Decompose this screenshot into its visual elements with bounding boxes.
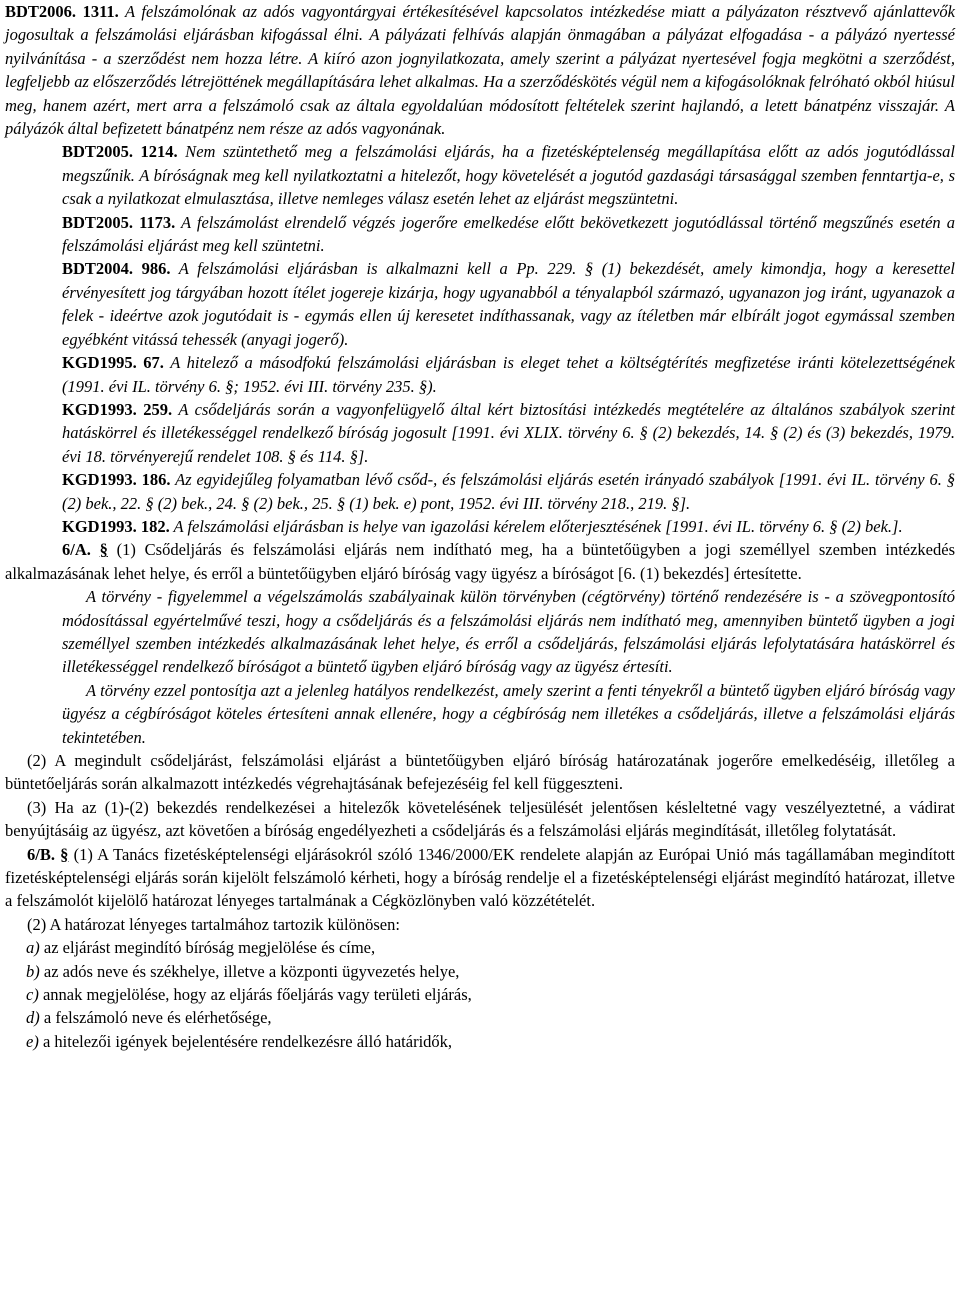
note-reference: BDT2005. 1173.: [62, 212, 176, 232]
list-item: [5, 936, 955, 959]
note-text: A felszámolást elrendelő végzés jogerőre emelkedése előtt bekövetkezett jogutódlással történő megszűnés esetén a felszámolási eljárást meg kell szüntetni.: [62, 212, 955, 256]
note-text: A csődeljárás során a vagyonfelügyelő által kért biztosítási intézkedés megtételére az általános szabályok szerint hatáskörrel és illetékességgel rendelkező bíróság jogosult [1991. évi XLIX. törvény 6. § (2) bekezdés, 14. § (2) és (3) bekezdés, 1979. évi 18. törvényerejű rendelet 108. § és 114. §].: [62, 399, 956, 466]
note-bdt2005-1173: [5, 211, 955, 258]
note-reference: BDT2004. 986.: [62, 259, 171, 279]
list-text: a hitelezői igények bejelentésére rendelkezésre álló határidők,: [38, 1031, 453, 1051]
note-text: A felszámolási eljárásban is alkalmazni kell a Pp. 229. § (1) bekezdését, amely kimondja, hogy a keresettel érvényesített jog tárgyában hozott ítélet jogereje kizárja, hogy ugyanabból a tényalapból származó, ugyanazon jog iránt, ugyanazok a felek - ideértve azok jogutódait is - egymás ellen új keresetet indíthassanak, vagy az ítéletben már elbírált jogot egymással szemben egyébként vitássá tehessék (anyagi jogerő).: [62, 259, 955, 349]
note-bdt2006-1311: [5, 0, 955, 140]
note-text: A hitelező a másodfokú felszámolási eljárásban is eleget tehet a költségtérítés megfizetése iránti kötelezettségének (1991. évi IL. törvény 6. §; 1952. évi III. törvény 235. §).: [62, 353, 955, 396]
note-kgd1993-182: [5, 515, 955, 538]
list-letter: a): [26, 938, 40, 958]
list-text: a felszámoló neve és elérhetősége,: [39, 1008, 272, 1028]
list-item: [5, 983, 955, 1006]
section-6a-paragraph-3: (3) Ha az (1)-(2) bekezdés rendelkezései a hitelezők követelésének teljesülését jelentősen késleltetné vagy veszélyeztetné, a vádirat benyújtásáig az ügyész, azt követően a bíróság engedélyezheti a csődeljárás és a felszámolási eljárás megindítását, illetőleg folytatását.: [5, 797, 955, 841]
list-item: [5, 1006, 955, 1029]
section-number: 6/B.: [27, 844, 55, 864]
note-reference: KGD1993. 259.: [62, 399, 173, 419]
note-kgd1995-67: [5, 351, 955, 398]
section-number: 6/A.: [62, 540, 91, 560]
list-text: az eljárást megindító bíróság megjelölése és címe,: [39, 938, 376, 958]
note-kgd1993-259: [5, 398, 955, 468]
section-6a-paragraph-2: (2) A megindult csődeljárást, felszámolási eljárást a büntetőügyben eljáró bíróság határozatának jogerőre emelkedéséig, illetőleg a büntetőeljárás során alkalmazott intézkedés végrehajtásának befejezéséig fel kell függeszteni.: [5, 751, 955, 794]
note-reference: KGD1993. 182.: [62, 516, 170, 536]
section-6a-paragraph-1: [5, 538, 955, 585]
section-sign: §: [60, 844, 69, 864]
note-text: Az egyidejűleg folyamatban lévő csőd-, és felszámolási eljárás esetén irányadó szabályok [1991. évi IL. törvény 6. § (2) bek., 22. § (2) bek., 24. § (2) bek., 25. § (1) bek. e) pont, 1952. évi III. törvény 218., 219. §].: [62, 470, 955, 513]
list-letter: c): [26, 985, 39, 1005]
note-reference: KGD1993. 186.: [62, 470, 171, 490]
note-text: Nem szüntethető meg a felszámolási eljárás, ha a fizetésképtelenség megállapítása előtt az adós jogutódlással megszűnik. A bíróságnak meg kell nyilatkoztatni a hitelezőt, hogy követelését a jogutód gazdasági társasággal szemben fenntartja-e, s csak a nyilatkozat elmulasztása, illetve nemleges válasz esetén lehet az eljárást megszüntetni.: [62, 142, 955, 209]
list-text: annak megjelölése, hogy az eljárás főeljárás vagy területi eljárás,: [38, 985, 472, 1005]
note-reference: BDT2005. 1214.: [62, 142, 178, 162]
note-bdt2004-986: [5, 257, 955, 351]
list-item: [5, 960, 955, 983]
list-letter: e): [26, 1031, 39, 1051]
note-text: A felszámolási eljárásban is helye van igazolási kérelem előterjesztésének [1991. évi IL. törvény 6. § (2) bek.].: [169, 516, 903, 536]
section-sign: §: [99, 540, 108, 560]
note-reference: BDT2006. 1311.: [5, 2, 119, 21]
list-letter: b): [26, 961, 40, 981]
section-6a-commentary-2: A törvény ezzel pontosítja azt a jelenleg hatályos rendelkezést, amely szerint a fenti tényekről a büntető ügyben eljáró bíróság vagy ügyész a cégbíróságot köteles értesíteni annak ellenére, hogy a cégbíróság nem illetékes a csődeljárás, illetve a felszámolási eljárás tekintetében.: [62, 680, 955, 747]
list-text: az adós neve és székhelye, illetve a központi ügyvezetés helye,: [39, 961, 460, 981]
list-item: [5, 1030, 955, 1053]
section-6b-paragraph-1: [5, 843, 955, 913]
paragraph-text: (1) A Tanács fizetésképtelenségi eljárásokról szóló 1346/2000/EK rendelete alapján az Európai Unió más tagállamában megindított fizetésképtelenségi eljárás során kijelölt felszámoló kérheti, hogy a bíróság rendelje el a fizetésképtelenségi eljárást megindító határozat, illetve a felszámolót kijelölő határozat lényeges tartalmának a Cégközlönyben való közzétételét.: [5, 844, 955, 911]
note-reference: KGD1995. 67.: [62, 353, 164, 373]
section-6b-paragraph-2: (2) A határozat lényeges tartalmához tartozik különösen:: [27, 914, 400, 934]
note-bdt2005-1214: [5, 140, 955, 210]
section-6a-commentary-1: A törvény - figyelemmel a végelszámolás szabályainak külön törvényben (cégtörvény) történő rendezésére is - a szövegpontosító módosítással egyértelművé teszi, hogy a csődeljárás és a felszámolási eljárás nem indítható meg, amennyiben büntető ügyben a jogi személlyel szemben intézkedés alkalmazásának lehet helye, és erről a csődeljárás, felszámolási eljárás lefolytatására hatáskörrel és illetékességgel rendelkező bíróságot a büntető ügyben eljáró bíróság vagy az ügyész értesíti.: [62, 587, 955, 677]
note-text: A felszámolónak az adós vagyontárgyai értékesítésével kapcsolatos intézkedése miatt a pályázaton résztvevő ajánlattevők jogosultak a felszámolási eljárásban kifogással élni. A pályázati felhívás alapján önmagában a pályázat elfogadása - a pályázó nyertessé nyilvánítása - a szerződést nem hozza létre. A kiíró azon jognyilatkozata, amely szerint a pályázat nyertesével fogja megkötni a szerződést, legfeljebb az előszerződés létrejöttének megállapítására lehet alkalmas. Ha a szerződéskötés végül nem a kifogásolóknak felróható okból hiúsul meg, hanem azért, mert arra a felszámoló csak az általa egyoldalúan módosított feltételek szerint hajlandó, a letett bánatpénz visszajár. A pályázók által befizetett bánatpénz nem része az adós vagyonának.: [5, 2, 955, 139]
note-kgd1993-186: [5, 468, 955, 515]
paragraph-text: (1) Csődeljárás és felszámolási eljárás nem indítható meg, ha a büntetőügyben a jogi személlyel szemben intézkedés alkalmazásának lehet helye, és erről a büntetőügyben eljáró bíróság vagy ügyész a bíróságot [6. (1) bekezdés] értesítette.: [5, 540, 955, 583]
list-letter: d): [26, 1008, 40, 1028]
